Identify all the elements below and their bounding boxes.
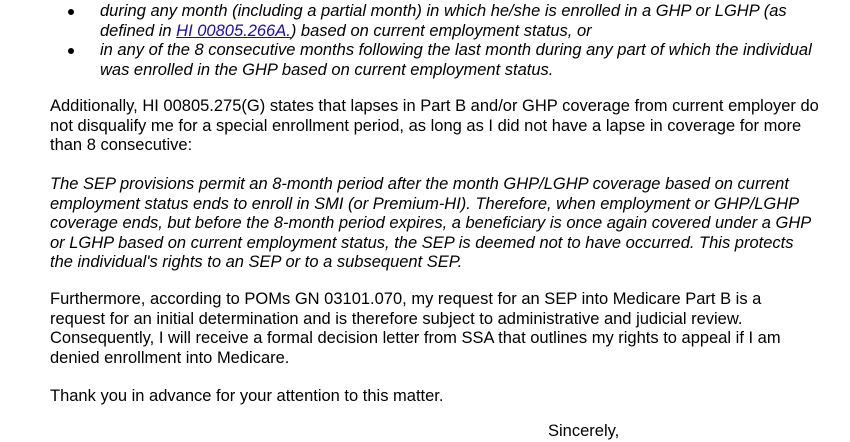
- bullet-1-pre: during any month (including a partial month) in which he/she is enrolled in a GHP or LGHP (as defined in: [100, 2, 787, 40]
- bullet-dot-icon: [68, 48, 74, 54]
- closing-sincerely: Sincerely,: [548, 422, 620, 440]
- paragraph-sep-provisions-quote: The SEP provisions permit an 8-month period after the month GHP/LGHP coverage based on current employment status ends to enroll in SMI (or Premium-HI). Therefore, when employment or GHP/LGHP coverage ends, but before the 8-month period expires, a beneficiary is once again covered under a GHP or LGHP based on current employment status, the SEP is deemed not to have occurred. This protects the individual's rights to an SEP or to a subsequent SEP.: [50, 175, 811, 271]
- bullet-2-text: in any of the 8 consecutive months following the last month during any part of which the individual was enrolled in the GHP based on current employment status.: [100, 41, 812, 79]
- paragraph-thank-you: Thank you in advance for your attention to this matter.: [50, 387, 444, 405]
- bullet-dot-icon: [68, 9, 74, 15]
- paragraph-poms-request: Furthermore, according to POMs GN 03101.070, my request for an SEP into Medicare Part B is a request for an initial determination and is therefore subject to administrative and judicial review. Consequently, I will receive a formal decision letter from SSA that outlines my rights to appeal if I am denied enrollment into Medicare.: [50, 290, 781, 367]
- bullet-list: [48, 2, 818, 80]
- paragraph-lapses: Additionally, HI 00805.275(G) states that lapses in Part B and/or GHP coverage from current employer do not disqualify me for a special enrollment period, as long as I did not have a lapse in coverage for more than 8 consecutive:: [50, 97, 819, 154]
- bullet-item-1: [48, 2, 818, 41]
- bullet-item-2: [48, 41, 818, 80]
- bullet-1-post: ) based on current employment status, or: [290, 21, 592, 40]
- hi-00805-266a-link[interactable]: HI 00805.266A.: [176, 21, 291, 40]
